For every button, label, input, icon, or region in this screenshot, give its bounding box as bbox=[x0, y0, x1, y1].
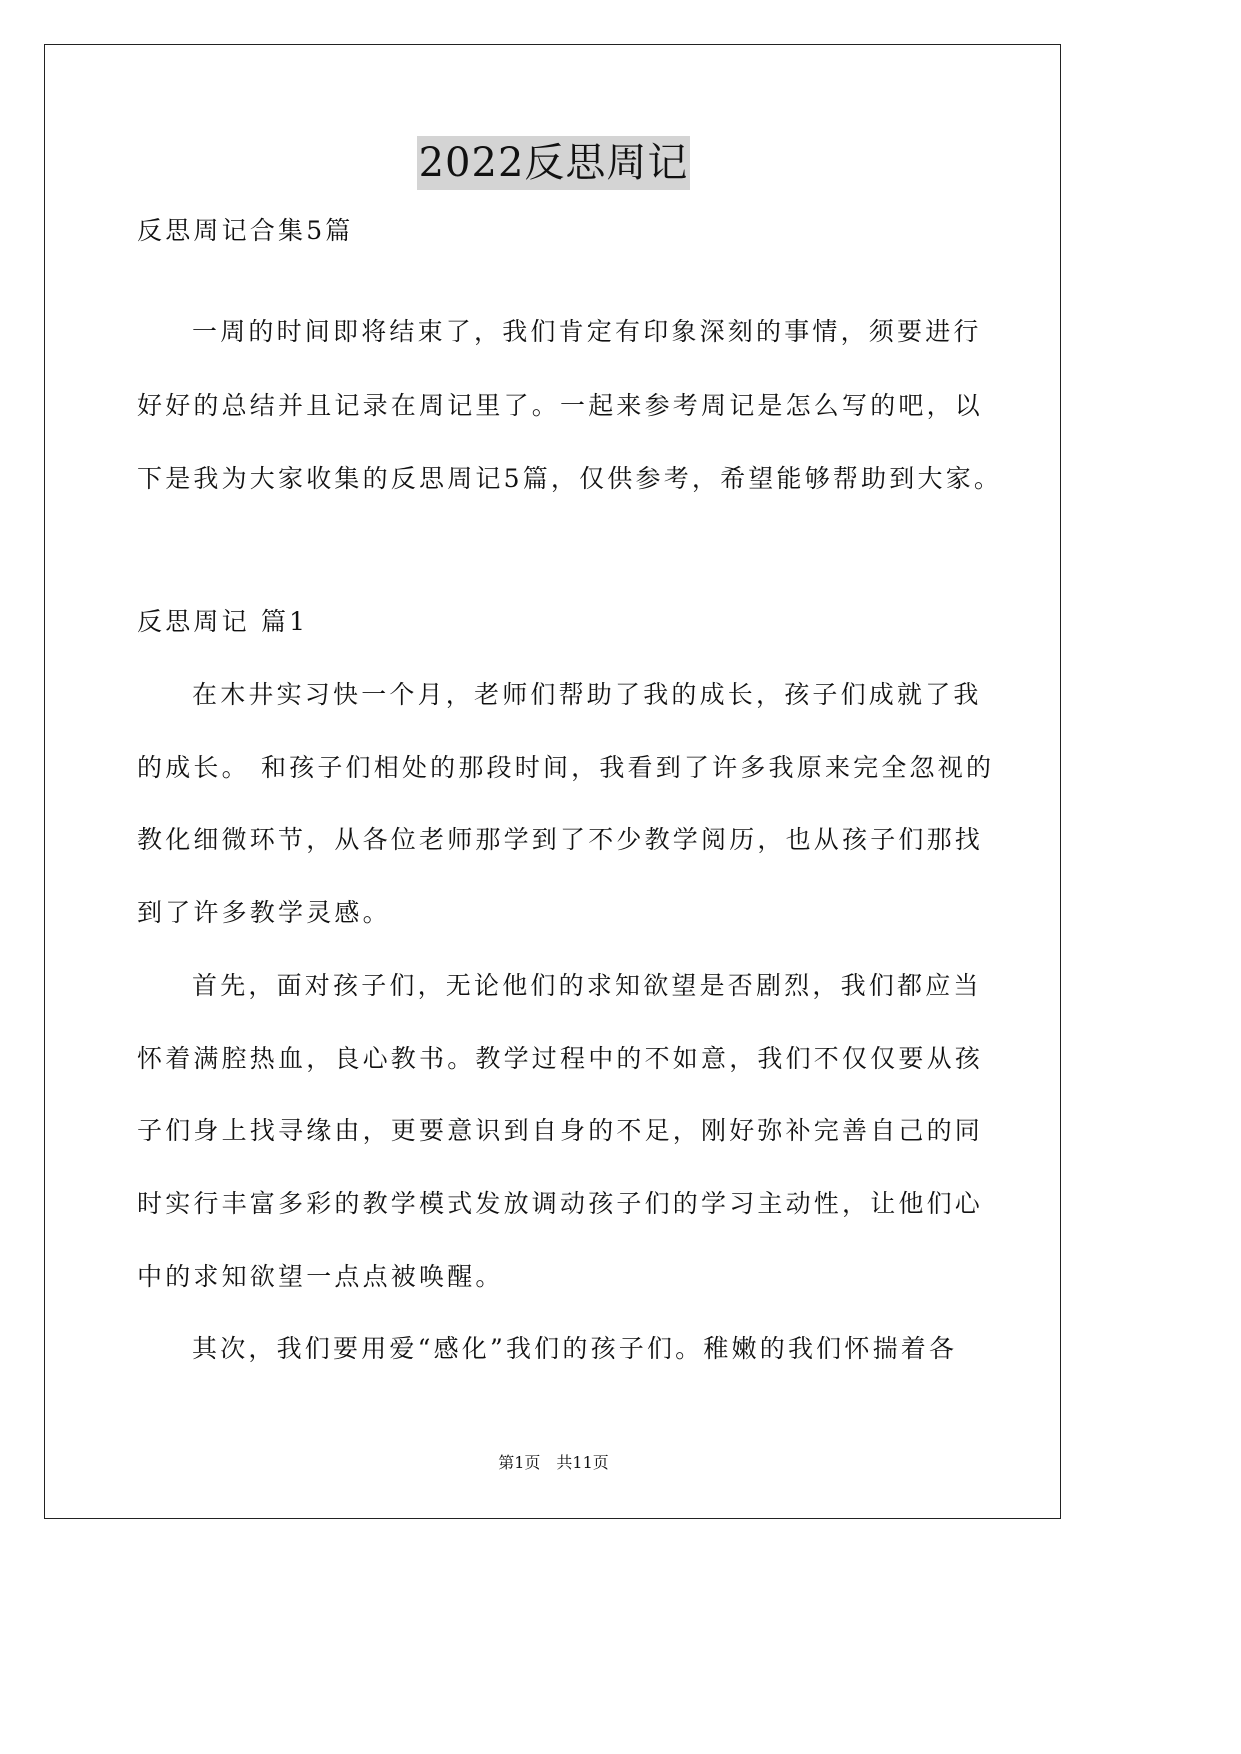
title-container bbox=[0, 136, 1107, 190]
document-title: 2022反思周记 bbox=[417, 136, 691, 190]
paragraph-line: 首先，面对孩子们，无论他们的求知欲望是否剧烈，我们都应当 bbox=[192, 971, 982, 1000]
paragraph-line: 教化细微环节，从各位老师那学到了不少教学阅历，也从孩子们那找 bbox=[137, 825, 984, 854]
paragraph-line: 中的求知欲望一点点被唤醒。 bbox=[137, 1262, 504, 1291]
paragraph-line: 子们身上找寻缘由，更要意识到自身的不足，刚好弥补完善自己的同 bbox=[137, 1116, 984, 1145]
paragraph-line: 在木井实习快一个月，老师们帮助了我的成长，孩子们成就了我 bbox=[192, 680, 982, 709]
section-heading: 反思周记 篇1 bbox=[137, 607, 309, 636]
intro-line: 一周的时间即将结束了，我们肯定有印象深刻的事情，须要进行 bbox=[192, 317, 982, 346]
paragraph-line: 到了许多教学灵感。 bbox=[137, 898, 391, 927]
paragraph-line: 的成长。 和孩子们相处的那段时间，我看到了许多我原来完全忽视的 bbox=[137, 753, 995, 782]
collection-subtitle: 反思周记合集5篇 bbox=[137, 216, 354, 245]
intro-line: 下是我为大家收集的反思周记5篇，仅供参考，希望能够帮助到大家。 bbox=[137, 464, 1003, 493]
paragraph-line: 其次，我们要用爱“感化”我们的孩子们。稚嫩的我们怀揣着各 bbox=[192, 1334, 958, 1363]
paragraph-line: 时实行丰富多彩的教学模式发放调动孩子们的学习主动性，让他们心 bbox=[137, 1189, 984, 1218]
intro-line: 好好的总结并且记录在周记里了。一起来参考周记是怎么写的吧，以 bbox=[137, 391, 984, 420]
paragraph-line: 怀着满腔热血，良心教书。教学过程中的不如意，我们不仅仅要从孩 bbox=[137, 1044, 984, 1073]
page-number-footer: 第1页 共11页 bbox=[498, 1453, 609, 1472]
